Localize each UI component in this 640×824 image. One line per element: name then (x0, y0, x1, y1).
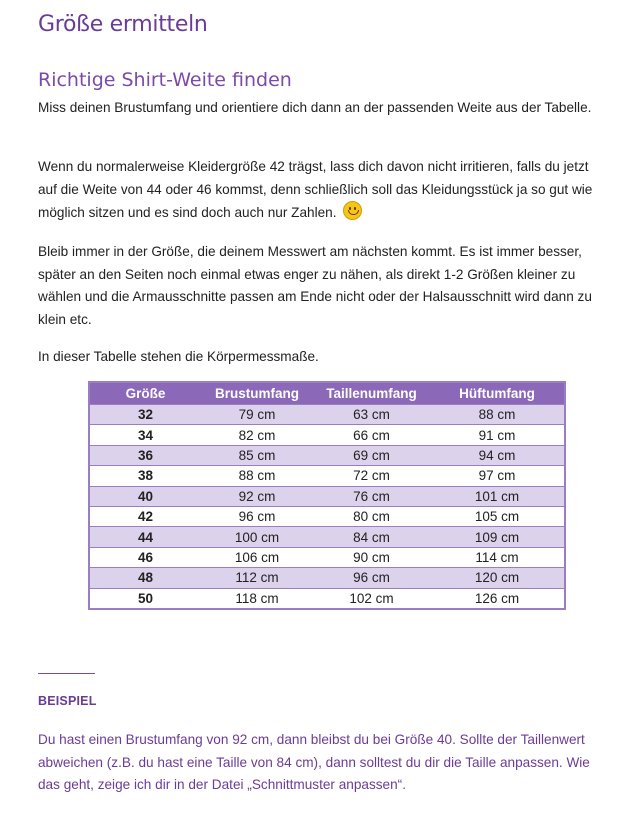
advice-paragraph (38, 241, 603, 331)
table-row (89, 425, 565, 445)
cell-size: 38 (89, 466, 201, 486)
cell-bust: 82 cm (201, 425, 313, 445)
cell-hip: 94 cm (430, 445, 565, 465)
cell-hip: 97 cm (430, 466, 565, 486)
cell-bust: 118 cm (201, 588, 313, 609)
size-table (88, 381, 566, 610)
cell-bust: 85 cm (201, 445, 313, 465)
header-waist: Taillenumfang (313, 382, 430, 405)
table-row (89, 466, 565, 486)
table-row (89, 568, 565, 588)
cell-size: 42 (89, 506, 201, 526)
intro-paragraph (38, 97, 603, 120)
cell-waist: 96 cm (313, 568, 430, 588)
table-row (89, 506, 565, 526)
section-heading: Richtige Shirt-Weite finden (38, 69, 292, 91)
cell-size: 48 (89, 568, 201, 588)
smiley-icon (343, 201, 362, 220)
cell-bust: 79 cm (201, 405, 313, 425)
cell-size: 40 (89, 486, 201, 506)
cell-hip: 109 cm (430, 527, 565, 547)
cell-bust: 106 cm (201, 547, 313, 567)
table-intro-paragraph (38, 346, 603, 369)
cell-bust: 100 cm (201, 527, 313, 547)
cell-hip: 126 cm (430, 588, 565, 609)
table-row (89, 486, 565, 506)
cell-waist: 66 cm (313, 425, 430, 445)
example-label: BEISPIEL (38, 694, 97, 708)
size-note-paragraph (38, 156, 603, 225)
intro-text: Miss deinen Brustumfang und orientiere dich dann an der passenden Weite aus der Tabelle. (38, 100, 592, 115)
table-row (89, 547, 565, 567)
cell-waist: 63 cm (313, 405, 430, 425)
header-hip: Hüftumfang (430, 382, 565, 405)
page-title: Größe ermitteln (38, 12, 208, 37)
divider-line (38, 673, 95, 674)
cell-bust: 92 cm (201, 486, 313, 506)
size-note-text: Wenn du normalerweise Kleidergröße 42 trägst, lass dich davon nicht irritieren, falls du jetzt auf die Weite von 44 oder 46 kommst, denn schließlich soll das Kleidungsstück ja so gut wie möglich sitzen und es sind doch auch nur Zahlen. (38, 159, 593, 220)
cell-waist: 69 cm (313, 445, 430, 465)
cell-size: 36 (89, 445, 201, 465)
cell-size: 32 (89, 405, 201, 425)
cell-size: 46 (89, 547, 201, 567)
cell-bust: 96 cm (201, 506, 313, 526)
cell-waist: 102 cm (313, 588, 430, 609)
cell-waist: 84 cm (313, 527, 430, 547)
cell-hip: 91 cm (430, 425, 565, 445)
cell-hip: 105 cm (430, 506, 565, 526)
cell-hip: 120 cm (430, 568, 565, 588)
cell-hip: 114 cm (430, 547, 565, 567)
table-header-row (89, 382, 565, 405)
table-row (89, 527, 565, 547)
cell-hip: 88 cm (430, 405, 565, 425)
cell-size: 34 (89, 425, 201, 445)
example-text: Du hast einen Brustumfang von 92 cm, dann bleibst du bei Größe 40. Sollte der Taillenwert abweichen (z.B. du hast eine Taille von 84 cm), dann solltest du dir die Taille anpassen. Wie das geht, zeige ich dir in der Datei „Schnittmuster anpassen“. (38, 732, 590, 792)
cell-hip: 101 cm (430, 486, 565, 506)
table-row (89, 588, 565, 609)
cell-waist: 80 cm (313, 506, 430, 526)
cell-size: 44 (89, 527, 201, 547)
table-row (89, 405, 565, 425)
cell-waist: 76 cm (313, 486, 430, 506)
header-size: Größe (89, 382, 201, 405)
table-intro-text: In dieser Tabelle stehen die Körpermessmaße. (38, 349, 319, 364)
cell-bust: 112 cm (201, 568, 313, 588)
cell-size: 50 (89, 588, 201, 609)
header-bust: Brustumfang (201, 382, 313, 405)
cell-bust: 88 cm (201, 466, 313, 486)
cell-waist: 72 cm (313, 466, 430, 486)
example-paragraph (38, 729, 603, 797)
table-row (89, 445, 565, 465)
cell-waist: 90 cm (313, 547, 430, 567)
advice-text: Bleib immer in der Größe, die deinem Messwert am nächsten kommt. Es ist immer besser, später an den Seiten noch einmal etwas enger zu nähen, als direkt 1-2 Größen kleiner zu wählen und die Armausschnitte passen am Ende nicht oder der Halsausschnitt wird dann zu klein etc. (38, 244, 592, 327)
